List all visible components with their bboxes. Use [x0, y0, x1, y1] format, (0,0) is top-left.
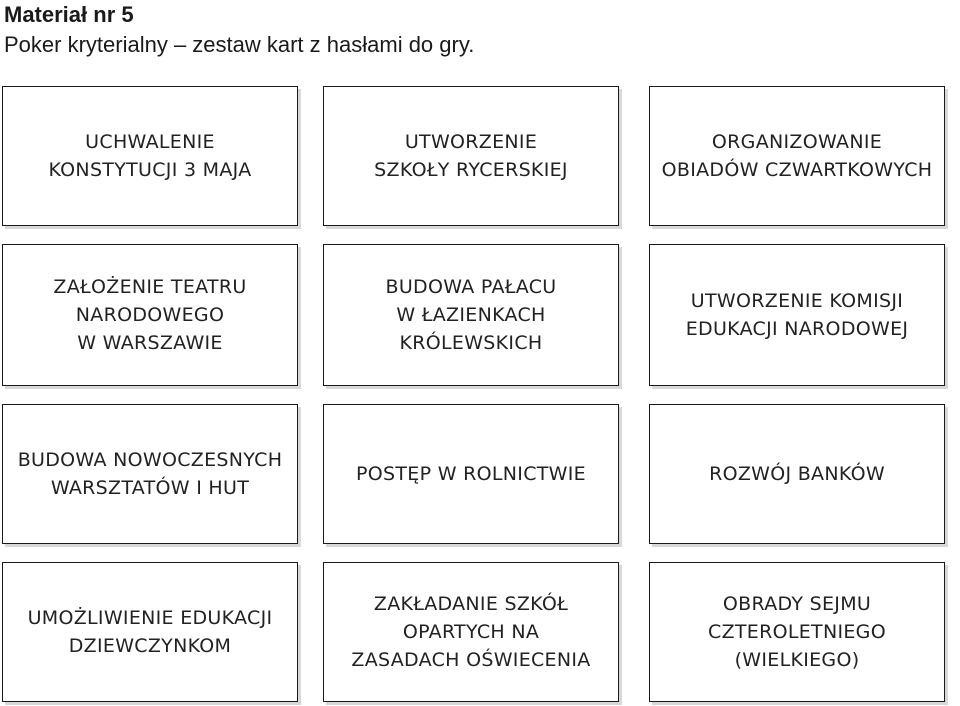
card-text: ORGANIZOWANIE OBIADÓW CZWARTKOWYCH — [661, 131, 933, 181]
card-text: UTWORZENIE SZKOŁY RYCERSKIEJ — [374, 131, 568, 181]
card-10 — [2, 562, 298, 702]
card-text: UMOŻLIWIENIE EDUKACJI DZIEWCZYNKOM — [27, 607, 273, 657]
card-5 — [323, 244, 619, 386]
card-4 — [2, 244, 298, 386]
card-6 — [649, 244, 945, 386]
card-text: ZAKŁADANIE SZKÓŁ OPARTYCH NA ZASADACH OŚWIECENIA — [351, 593, 591, 671]
card-11 — [323, 562, 619, 702]
card-8 — [323, 404, 619, 544]
card-text: OBRADY SEJMU CZTEROLETNIEGO (WIELKIEGO) — [708, 593, 886, 671]
card-text: BUDOWA PAŁACU W ŁAZIENKACH KRÓLEWSKICH — [385, 276, 557, 354]
card-text: UCHWALENIE KONSTYTUCJI 3 MAJA — [48, 131, 252, 181]
card-text: ROZWÓJ BANKÓW — [709, 463, 885, 485]
card-2 — [323, 86, 619, 226]
material-subtitle: Poker kryterialny – zestaw kart z hasłami do gry. — [4, 32, 475, 57]
material-title: Materiał nr 5 — [4, 2, 134, 27]
card-text: POSTĘP W ROLNICTWIE — [356, 463, 586, 485]
card-text: ZAŁOŻENIE TEATRU NARODOWEGO W WARSZAWIE — [53, 276, 247, 354]
card-7 — [2, 404, 298, 544]
card-text: BUDOWA NOWOCZESNYCH WARSZTATÓW I HUT — [17, 449, 283, 499]
card-12 — [649, 562, 945, 702]
card-text: UTWORZENIE KOMISJI EDUKACJI NARODOWEJ — [685, 290, 909, 340]
card-9 — [649, 404, 945, 544]
card-1 — [2, 86, 298, 226]
card-3 — [649, 86, 945, 226]
